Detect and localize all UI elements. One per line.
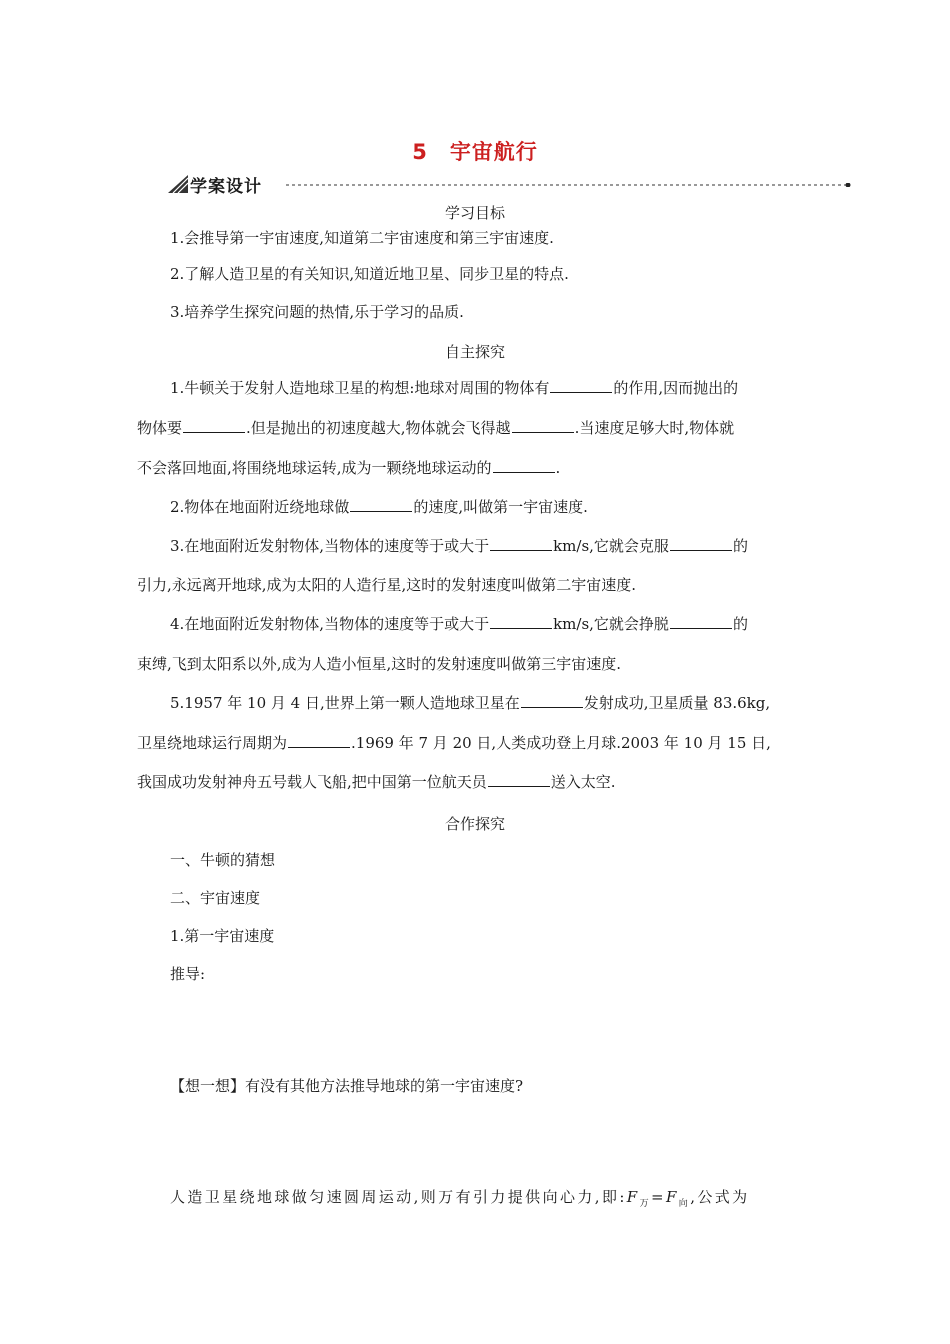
equals-sign: = — [651, 1188, 666, 1206]
subsection-title: 二、宇宙速度 — [170, 889, 261, 907]
subscript: 万 — [639, 1199, 652, 1209]
answer-blank — [670, 614, 732, 629]
answer-blank — [183, 418, 245, 433]
answer-blank — [350, 497, 412, 512]
text: . — [555, 459, 561, 477]
text: km/s,它就会克服 — [553, 537, 669, 555]
text: km/s,它就会挣脱 — [553, 615, 669, 633]
banner-dotted-rule — [286, 183, 852, 187]
text: 4.在地面附近发射物体,当物体的速度等于或大于 — [170, 615, 490, 633]
question-4-line-1 — [170, 614, 748, 634]
answer-blank — [488, 772, 550, 787]
question-5-line-2 — [137, 733, 771, 753]
text: 不会落回地面,将围绕地球运转,成为一颗绕地球运动的 — [137, 459, 492, 477]
text: ,公式为 — [690, 1188, 750, 1206]
question-3-line-1 — [170, 536, 748, 556]
text: 的 — [732, 615, 748, 633]
text: 我国成功发射神舟五号载人飞船,把中国第一位航天员 — [137, 773, 487, 791]
text: 人造卫星绕地球做匀速圆周运动,则万有引力提供向心力,即: — [170, 1188, 627, 1206]
answer-blank — [670, 536, 732, 551]
subsection-title: 1.第一宇宙速度 — [170, 927, 275, 945]
derivation-label: 推导: — [170, 965, 206, 983]
question-1-line-3 — [137, 458, 560, 478]
think-prompt: 【想一想】有没有其他方法推导地球的第一宇宙速度? — [170, 1077, 524, 1095]
question-1-line-1 — [170, 378, 738, 398]
text: 物体要 — [137, 419, 183, 437]
banner-label: 学案设计 — [190, 177, 262, 197]
objectives-heading: 学习目标 — [444, 204, 505, 222]
answer-blank — [521, 693, 583, 708]
question-5-line-1 — [170, 693, 770, 713]
section-banner — [168, 170, 852, 198]
text: 3.在地面附近发射物体,当物体的速度等于或大于 — [170, 537, 490, 555]
question-5-line-3 — [137, 772, 616, 792]
question-4-line-2: 束缚,飞到太阳系以外,成为人造小恒星,这时的发射速度叫做第三宇宙速度. — [137, 655, 622, 673]
self-study-heading: 自主探究 — [444, 343, 505, 361]
section-number: 5 — [412, 140, 428, 164]
banner-wedge-icon — [168, 175, 188, 193]
page-title — [0, 136, 950, 166]
force-symbol: F — [665, 1188, 679, 1206]
text: 送入太空. — [550, 773, 616, 791]
objective-item: 3.培养学生探究问题的热情,乐于学习的品质. — [170, 303, 464, 321]
subsection-title: 一、牛顿的猜想 — [170, 851, 276, 869]
subscript: 向 — [678, 1199, 691, 1209]
text: .当速度足够大时,物体就 — [574, 419, 735, 437]
text: 的速度,叫做第一宇宙速度. — [413, 498, 588, 516]
question-1-line-2 — [137, 418, 734, 438]
answer-blank — [490, 614, 552, 629]
cooperative-heading: 合作探究 — [444, 815, 505, 833]
answer-blank — [512, 418, 574, 433]
text: 的作用,因而抛出的 — [613, 379, 739, 397]
text: 的 — [732, 537, 748, 555]
text: .1969 年 7 月 20 日,人类成功登上月球.2003 年 10 月 15 日, — [351, 734, 771, 752]
question-2 — [170, 497, 588, 517]
text: 2.物体在地面附近绕地球做 — [170, 498, 350, 516]
section-title: 宇宙航行 — [449, 140, 538, 164]
text: 1.牛顿关于发射人造地球卫星的构想:地球对周围的物体有 — [170, 379, 550, 397]
objective-item: 2.了解人造卫星的有关知识,知道近地卫星、同步卫星的特点. — [170, 265, 569, 283]
text: 发射成功,卫星质量 83.6kg, — [583, 694, 771, 712]
force-symbol: F — [626, 1188, 640, 1206]
question-3-line-2: 引力,永远离开地球,成为太阳的人造行星,这时的发射速度叫做第二宇宙速度. — [137, 576, 637, 594]
answer-blank — [550, 378, 612, 393]
text: .但是抛出的初速度越大,物体就会飞得越 — [246, 419, 511, 437]
answer-blank — [490, 536, 552, 551]
answer-blank — [493, 458, 555, 473]
formula-line — [170, 1187, 750, 1214]
text: 5.1957 年 10 月 4 日,世界上第一颗人造地球卫星在 — [170, 694, 520, 712]
objective-item: 1.会推导第一宇宙速度,知道第二宇宙速度和第三宇宙速度. — [170, 229, 554, 247]
text: 卫星绕地球运行周期为 — [137, 734, 288, 752]
answer-blank — [288, 733, 350, 748]
